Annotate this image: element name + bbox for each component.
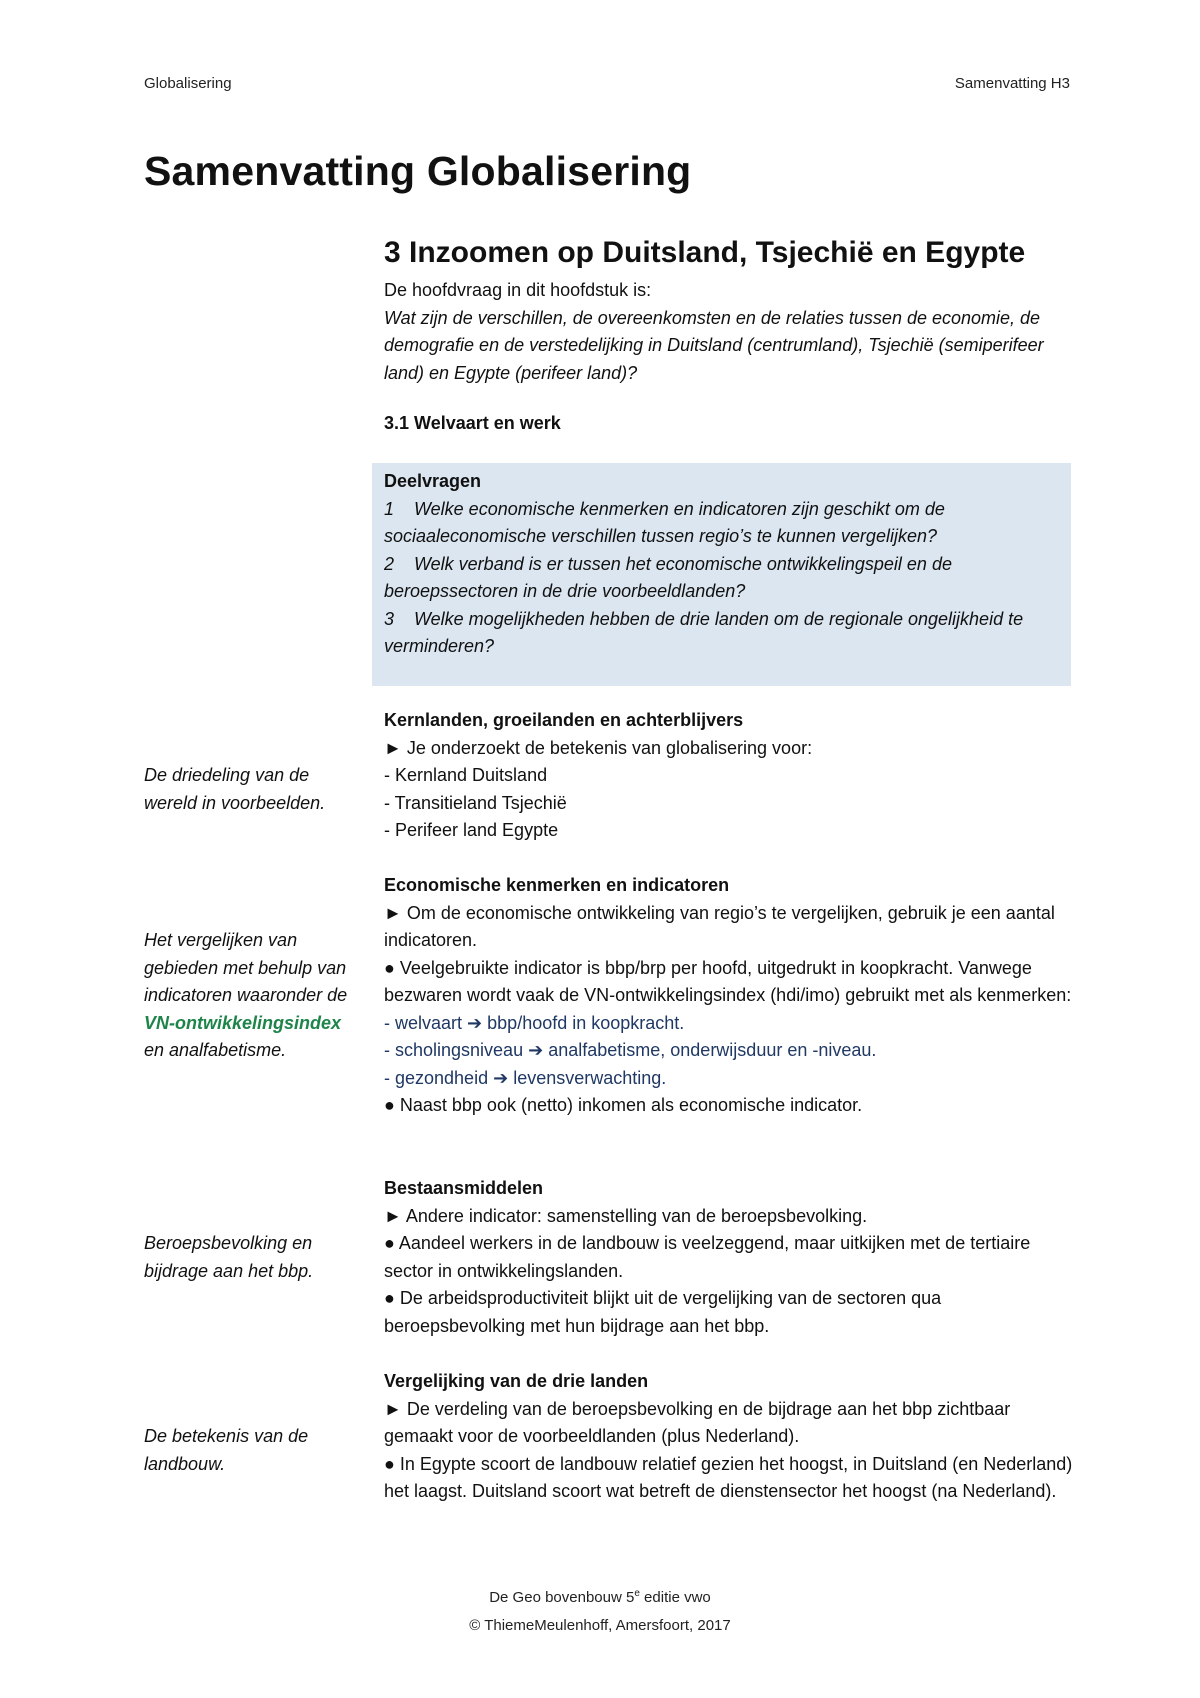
header-right: Samenvatting H3	[954, 75, 1070, 92]
footer-edition-sup: e	[634, 1588, 640, 1599]
indicator-value: bbp/hoofd in koopkracht.	[487, 1012, 685, 1033]
vergelijking-heading: Vergelijking van de drie landen	[384, 1371, 649, 1391]
list-item: - Kernland Duitsland	[384, 765, 548, 785]
vergelijking-block	[384, 1368, 1074, 1506]
header-left: Globalisering	[144, 75, 232, 92]
deelvragen-box	[372, 463, 1071, 686]
kernlanden-heading: Kernlanden, groeilanden en achterblijvers	[384, 710, 744, 730]
deelvraag-text: Welke economische kenmerken en indicatoren zijn geschikt om de sociaaleconomische verschillen tussen regio’s te kunnen vergelijken?	[384, 498, 945, 546]
deelvraag-item	[384, 551, 1059, 606]
deelvraag-text: Welke mogelijkheden hebben de drie landen om de regionale ongelijkheid te verminderen?	[384, 608, 1024, 656]
vergelijking-paragraph-1: ► De verdeling van de beroepsbevolking en de bijdrage aan het bbp zichtbaar gemaakt voor de voorbeeldlanden (plus Nederland).	[384, 1398, 1011, 1446]
footer-edition	[0, 1584, 1200, 1612]
indicator-item	[384, 1065, 1074, 1093]
indicator-value: levensverwachting.	[513, 1067, 667, 1088]
deelvragen-title: Deelvragen	[384, 471, 482, 491]
economisch-paragraph-3: ● Naast bbp ook (netto) inkomen als economische indicator.	[384, 1095, 863, 1115]
deelvraag-number: 2	[384, 553, 395, 574]
footer-copyright: © ThiemeMeulenhoff, Amersfoort, 2017	[469, 1617, 731, 1634]
economisch-sidenote	[144, 927, 359, 1065]
deelvraag-text: Welk verband is er tussen het economische ontwikkelingspeil en de beroepssectoren in de drie voorbeeldlanden?	[384, 553, 952, 601]
economisch-block	[384, 872, 1074, 1120]
economisch-paragraph-1: ► Om de economische ontwikkeling van regio’s te vergelijken, gebruik je een aantal indicatoren.	[384, 902, 1055, 950]
indicator-term: - gezondheid	[384, 1067, 489, 1088]
deelvraag-item	[384, 496, 1059, 551]
page-footer	[0, 1584, 1200, 1640]
footer-edition-text: editie vwo	[639, 1589, 711, 1606]
bestaansmiddelen-heading: Bestaansmiddelen	[384, 1178, 544, 1198]
economisch-heading: Economische kenmerken en indicatoren	[384, 875, 730, 895]
bestaansmiddelen-paragraph-2: ● Aandeel werkers in de landbouw is veelzeggend, maar uitkijken met de tertiaire sector in ontwikkelingslanden.	[384, 1233, 1031, 1281]
chapter-intro	[384, 277, 1074, 387]
economisch-paragraph-2: ● Veelgebruikte indicator is bbp/brp per hoofd, uitgedrukt in koopkracht. Vanwege bezwaren wordt vaak de VN-ontwikkelingsindex (hdi/imo) gebruikt met als kenmerken:	[384, 957, 1072, 1005]
sidenote-text: en analfabetisme.	[144, 1040, 287, 1060]
indicator-item	[384, 1010, 1074, 1038]
kernlanden-intro: ► Je onderzoekt de betekenis van globalisering voor:	[384, 737, 813, 758]
section-heading: 3.1 Welvaart en werk	[384, 413, 561, 433]
list-item: - Perifeer land Egypte	[384, 820, 559, 840]
kernlanden-block	[384, 707, 1074, 845]
arrow-right-icon: ➔	[467, 1012, 483, 1033]
indicator-item	[384, 1037, 1074, 1065]
running-header	[144, 75, 1070, 92]
footer-edition-text: De Geo bovenbouw 5	[489, 1589, 635, 1606]
arrow-right-icon: ➔	[528, 1040, 544, 1060]
sidenote-text: Het vergelijken van gebieden met behulp van indicatoren waaronder de	[144, 930, 348, 1005]
deelvraag-number: 1	[384, 498, 395, 519]
bestaansmiddelen-sidenote: Beroepsbevolking en bijdrage aan het bbp.	[144, 1233, 314, 1281]
bestaansmiddelen-paragraph-1: ► Andere indicator: samenstelling van de beroepsbevolking.	[384, 1205, 868, 1226]
indicator-term: - welvaart	[384, 1012, 463, 1033]
indicator-term: - scholingsniveau	[384, 1040, 524, 1060]
document-title: Samenvatting Globalisering	[144, 148, 692, 194]
arrow-right-icon: ➔	[493, 1067, 509, 1088]
deelvraag-number: 3	[384, 608, 395, 629]
vergelijking-paragraph-2: ● In Egypte scoort de landbouw relatief gezien het hoogst, in Duitsland (en Nederland) het laagst. Duitsland scoort wat betreft de dienstensector het hoogst (na Nederland).	[384, 1453, 1073, 1501]
indicator-value: analfabetisme, onderwijsduur en -niveau.	[548, 1040, 877, 1060]
vergelijking-sidenote: De betekenis van de landbouw.	[144, 1426, 309, 1474]
bestaansmiddelen-block	[384, 1175, 1074, 1340]
deelvraag-item	[384, 606, 1059, 661]
bestaansmiddelen-paragraph-3: ● De arbeidsproductiviteit blijkt uit de vergelijking van de sectoren qua beroepsbevolking met hun bijdrage aan het bbp.	[384, 1288, 942, 1336]
kernlanden-sidenote: De driedeling van de wereld in voorbeelden.	[144, 765, 326, 813]
sidenote-highlight: VN-ontwikkelingsindex	[144, 1012, 342, 1033]
main-question: Wat zijn de verschillen, de overeenkomsten en de relaties tussen de economie, de demografie en de verstedelijking in Duitsland (centrumland), Tsjechië (semiperifeer land) en Egypte (perifeer land)?	[384, 307, 1044, 383]
list-item: - Transitieland Tsjechië	[384, 792, 567, 813]
intro-text: De hoofdvraag in dit hoofdstuk is:	[384, 280, 652, 300]
chapter-heading: 3 Inzoomen op Duitsland, Tsjechië en Egypte	[384, 236, 1026, 269]
